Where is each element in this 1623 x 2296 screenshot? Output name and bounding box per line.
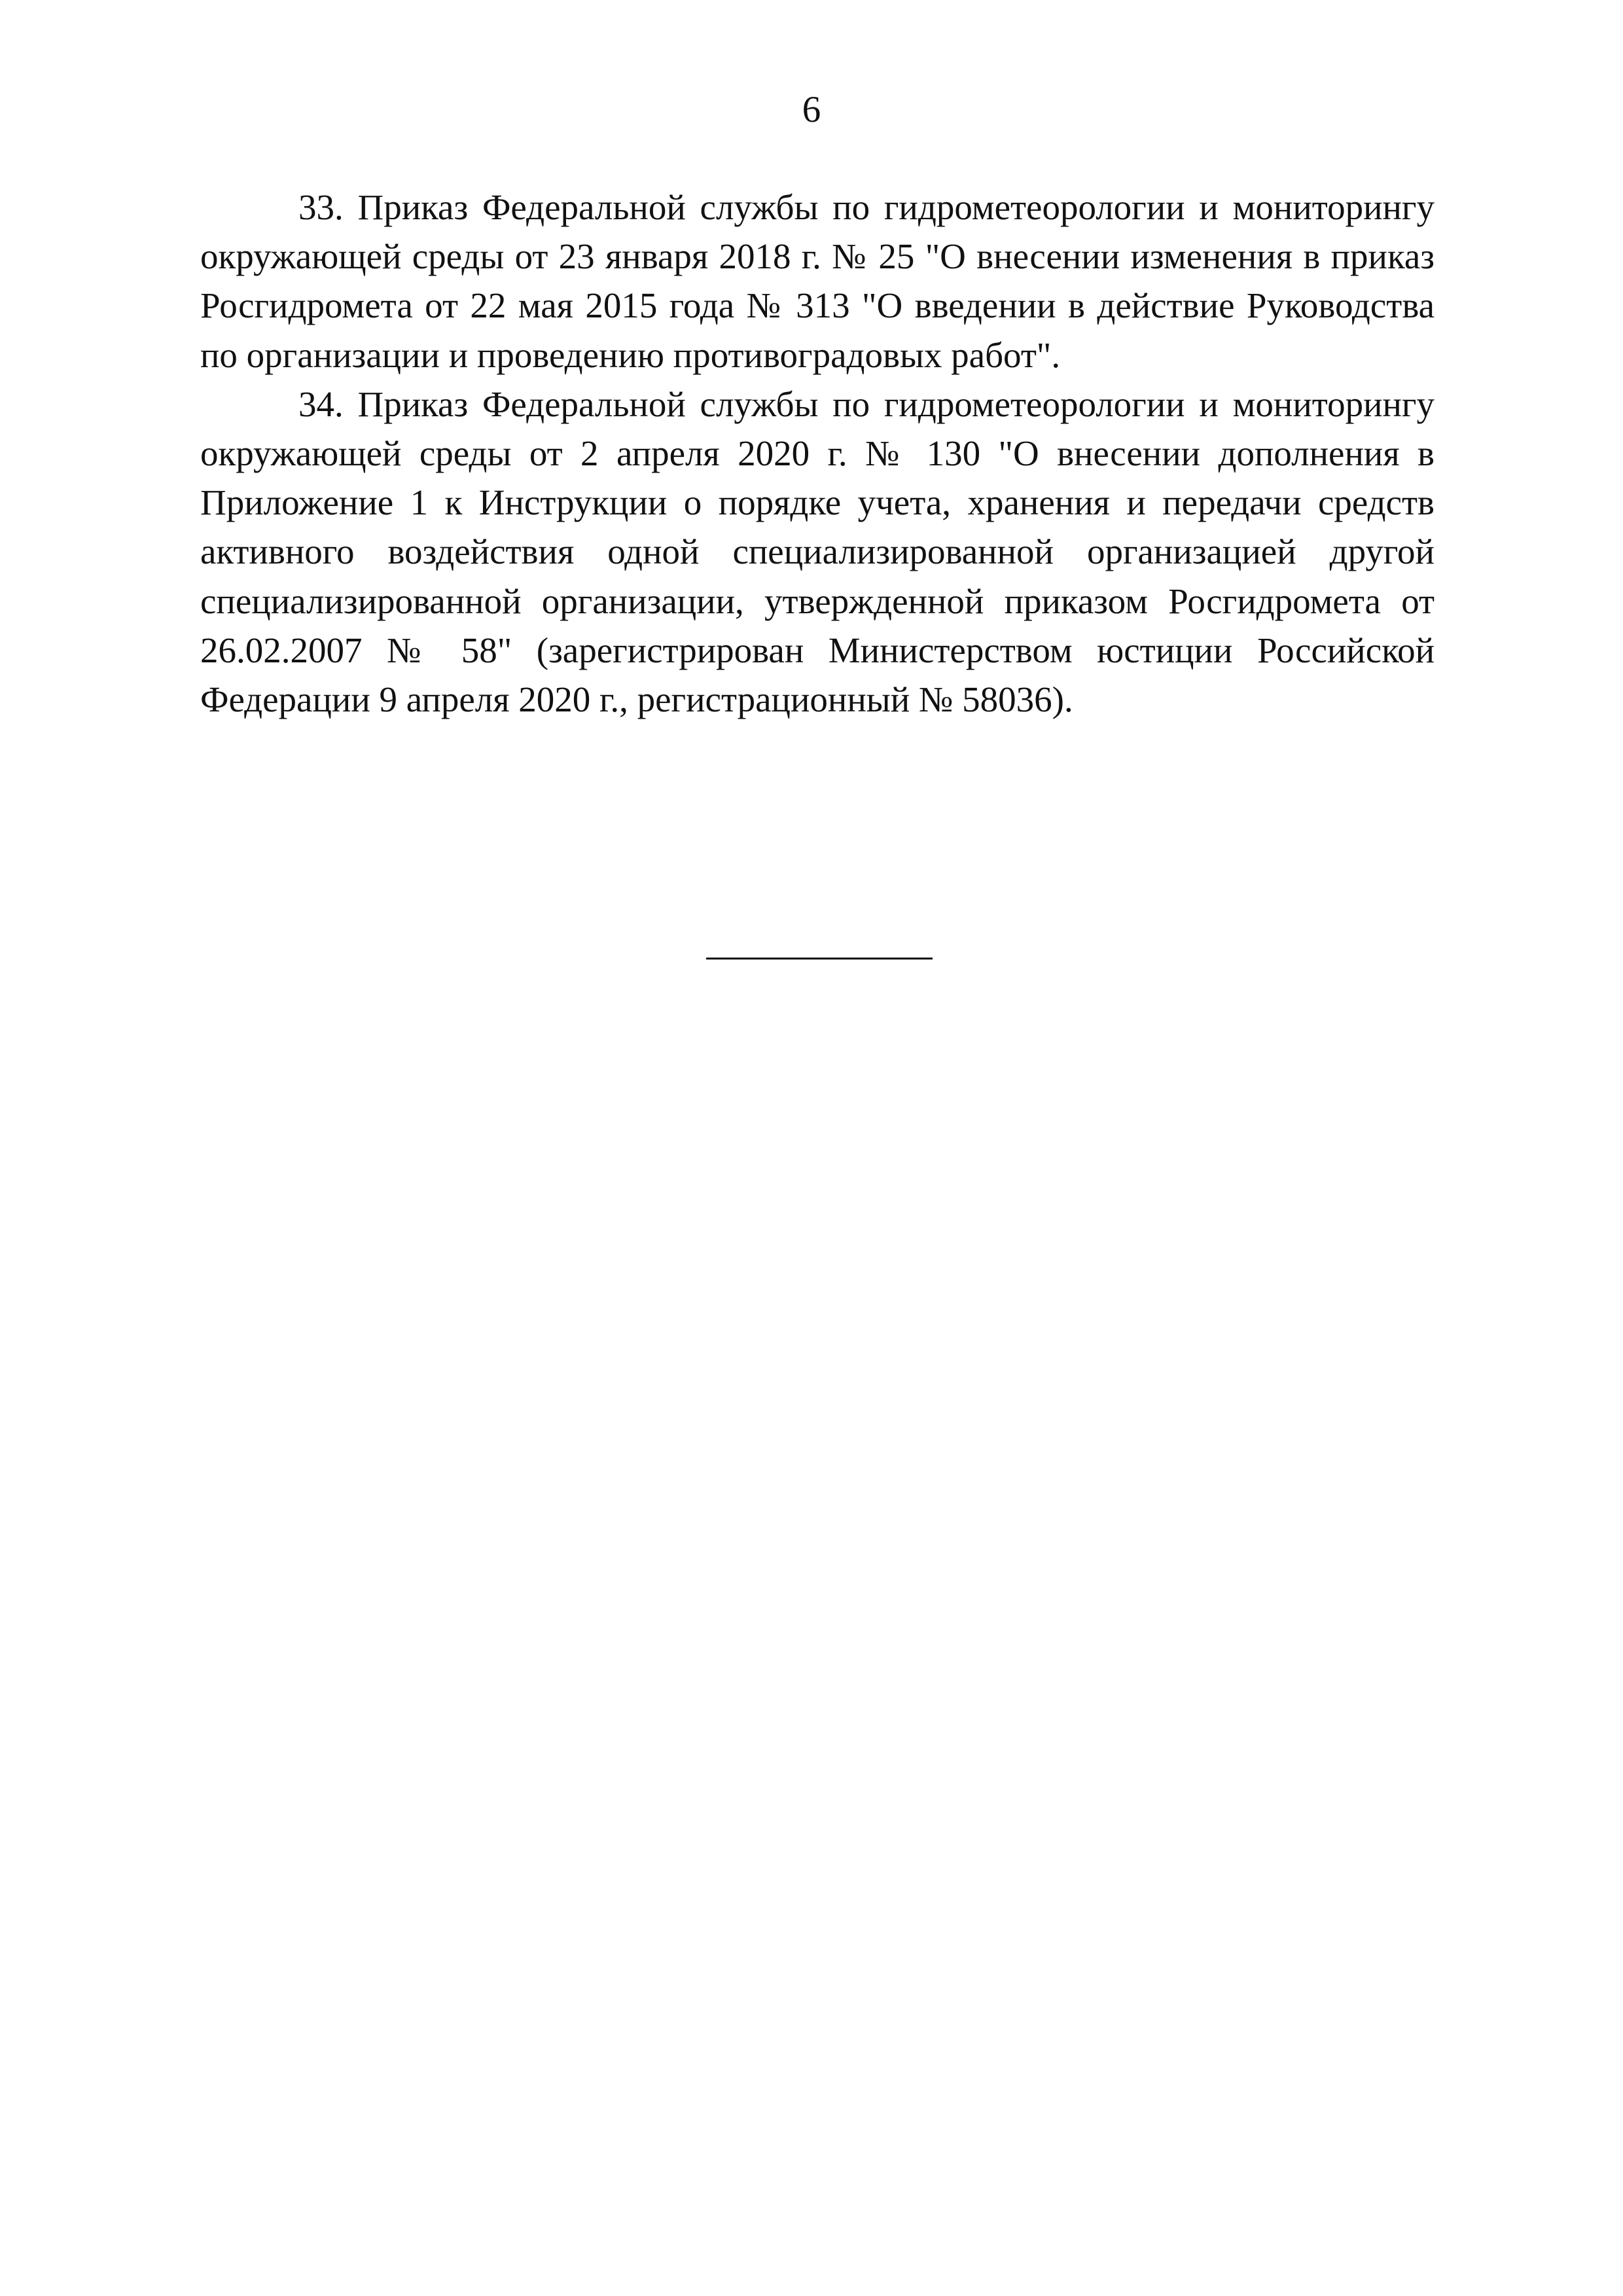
document-body	[200, 183, 1435, 724]
end-separator-line	[706, 958, 933, 960]
list-item-34: 34. Приказ Федеральной службы по гидрометеорологии и мониторингу окружающей среды от 2 апреля 2020 г. № 130 "О внесении дополнения в Приложение 1 к Инструкции о порядке учета, хранения и передачи средств активного воздействия одной специализированной организацией другой специализированной организации, утвержденной приказом Росгидромета от 26.02.2007 № 58" (зарегистрирован Министерством юстиции Российской Федерации 9 апреля 2020 г., регистрационный № 58036).	[200, 384, 1435, 720]
list-item-33: 33. Приказ Федеральной службы по гидрометеорологии и мониторингу окружающей среды от 23 января 2018 г. № 25 "О внесении изменения в приказ Росгидромета от 22 мая 2015 года № 313 "О введении в действие Руководства по организации и проведению противоградовых работ".	[200, 187, 1435, 375]
page-number: 6	[802, 89, 821, 130]
